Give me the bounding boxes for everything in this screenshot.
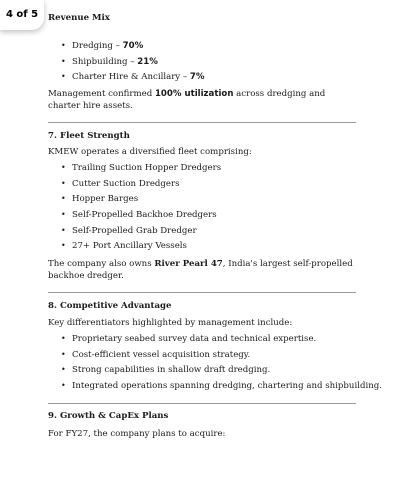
list-item: • Trailing Suction Hopper Dredgers <box>48 162 221 178</box>
list-item: • Strong capabilities in shallow draft dredging. <box>48 364 382 380</box>
competitive-intro: Key differentiators highlighted by management include: <box>48 318 293 328</box>
list-item: • Integrated operations spanning dredging, chartering and shipbuilding. <box>48 380 382 396</box>
section-divider <box>48 292 356 293</box>
revenue-mix-note: Management confirmed 100% utilization across dredging and charter hire assets. <box>48 89 326 111</box>
list-item: • Self-Propelled Grab Dredger <box>48 225 221 241</box>
revenue-mix-list <box>48 40 205 87</box>
list-item: • Shipbuilding – 21% <box>48 56 205 72</box>
list-item: • Cutter Suction Dredgers <box>48 178 221 194</box>
list-item: • Cost-efficient vessel acquisition strategy. <box>48 349 382 365</box>
section-divider <box>48 403 356 404</box>
competitive-list <box>48 333 382 396</box>
list-item: • Hopper Barges <box>48 193 221 209</box>
list-item: • Charter Hire & Ancillary – 7% <box>48 71 205 87</box>
growth-heading: 9. Growth & CapEx Plans <box>48 411 169 421</box>
list-item: • Proprietary seabed survey data and technical expertise. <box>48 333 382 349</box>
list-item: • Self-Propelled Backhoe Dredgers <box>48 209 221 225</box>
fleet-intro: KMEW operates a diversified fleet comprising: <box>48 147 252 157</box>
section-divider <box>48 122 356 123</box>
list-item: • Dredging – 70% <box>48 40 205 56</box>
revenue-mix-heading: Revenue Mix <box>48 13 110 23</box>
competitive-heading: 8. Competitive Advantage <box>48 301 172 311</box>
fleet-heading: 7. Fleet Strength <box>48 131 130 141</box>
growth-intro: For FY27, the company plans to acquire: <box>48 429 226 439</box>
fleet-list <box>48 162 221 256</box>
page-indicator: 4 of 5 <box>0 0 44 30</box>
list-item: • 27+ Port Ancillary Vessels <box>48 240 221 256</box>
fleet-note: The company also owns River Pearl 47, India's largest self-propelled backhoe dredger. <box>48 259 353 281</box>
